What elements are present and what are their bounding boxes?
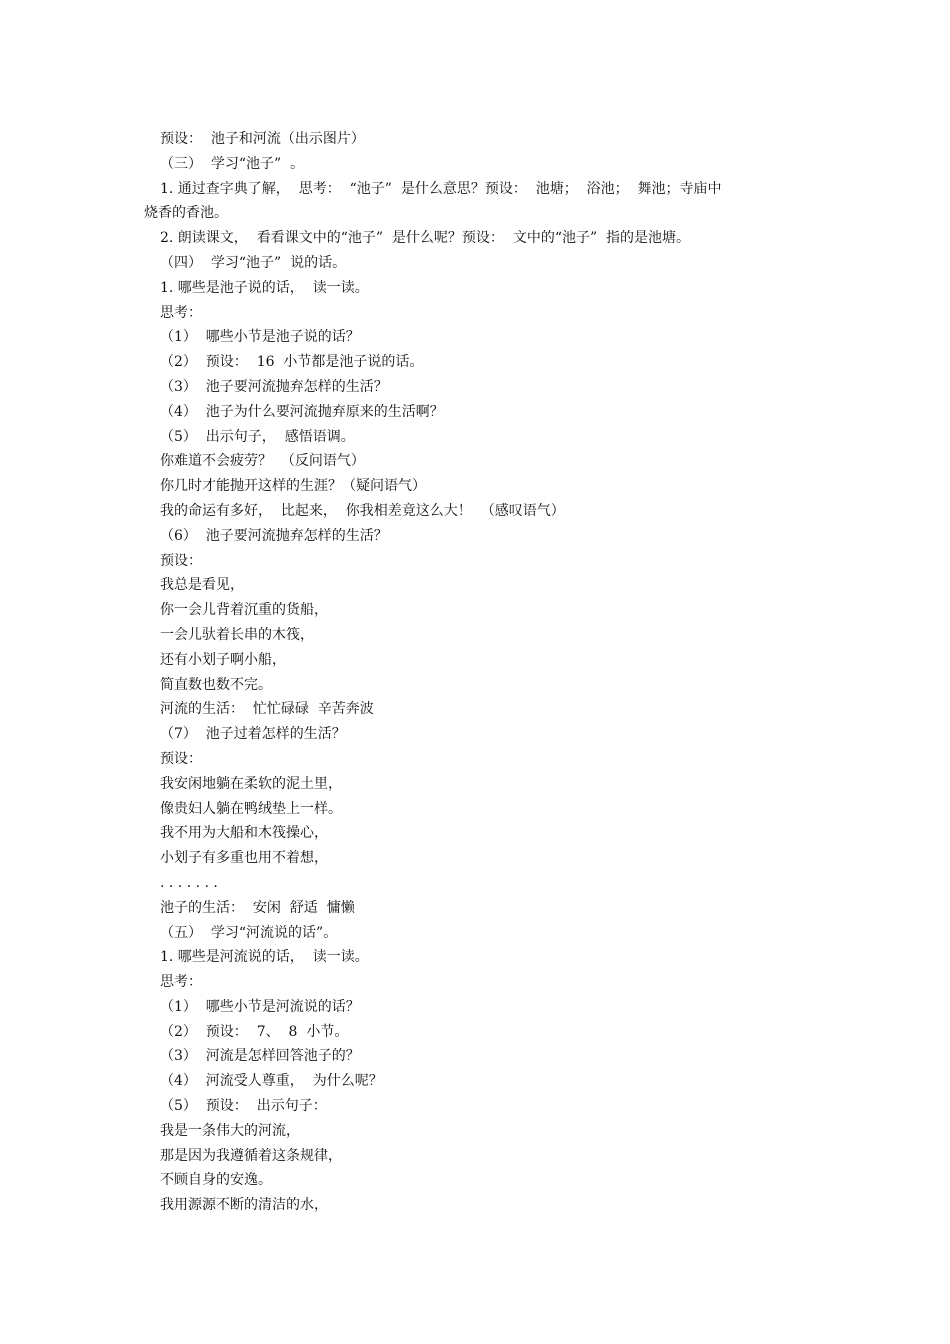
text-line: （四） 学习“池子” 说的话。 — [160, 254, 347, 271]
text-line: 1. 哪些是池子说的话， 读一读。 — [160, 279, 369, 296]
text-line: 你一会儿背着沉重的货船， — [160, 602, 328, 619]
text-line: 池子的生活： 安闲 舒适 慵懒 — [160, 899, 355, 916]
text-line: （7） 池子过着怎样的生活？ — [160, 726, 346, 743]
text-line: 河流的生活： 忙忙碌碌 辛苦奔波 — [160, 701, 374, 718]
text-line: （5） 预设： 出示句子： — [160, 1098, 327, 1115]
text-line: （2） 预设： 7、 8 小节。 — [160, 1023, 349, 1040]
text-line: （三） 学习“池子” 。 — [160, 155, 305, 172]
text-line: （2） 预设： 16 小节都是池子说的话。 — [160, 354, 424, 371]
text-line: （3） 池子要河流抛弃怎样的生活？ — [160, 378, 388, 395]
text-line: （3） 河流是怎样回答池子的？ — [160, 1048, 360, 1065]
text-line: 1. 通过查字典了解， 思考： “池子” 是什么意思？预设： 池塘； 浴池； 舞池；寺庙中 — [160, 180, 722, 197]
text-line: 预设： 池子和河流（出示图片） — [160, 131, 365, 147]
text-line: 我的命运有多好， 比起来， 你我相差竟这么大！ （感叹语气） — [160, 502, 565, 519]
text-line: 你几时才能抛开这样的生涯？（疑问语气） — [160, 478, 426, 495]
text-line: 一会儿驮着长串的木筏， — [160, 626, 314, 643]
text-line: 1. 哪些是河流说的话， 读一读。 — [160, 949, 369, 966]
text-line: 那是因为我遵循着这条规律， — [160, 1147, 342, 1164]
text-line: 我安闲地躺在柔软的泥土里， — [160, 775, 342, 792]
text-line: . . . . . . . — [160, 874, 218, 891]
text-line: 还有小划子啊小船， — [160, 651, 286, 668]
text-line: （6） 池子要河流抛弃怎样的生活？ — [160, 527, 388, 544]
text-line: 我用源源不断的清洁的水， — [160, 1197, 328, 1214]
text-line: 我总是看见， — [160, 577, 244, 594]
text-line: 我是一条伟大的河流， — [160, 1122, 300, 1139]
text-line: 小划子有多重也用不着想， — [160, 850, 328, 867]
text-line: 我不用为大船和木筏操心， — [160, 825, 328, 842]
text-line: （1） 哪些小节是河流说的话？ — [160, 998, 360, 1015]
text-line: 简直数也数不完。 — [160, 676, 272, 693]
text-line: （5） 出示句子， 感悟语调。 — [160, 428, 355, 445]
text-line: 思考： — [160, 974, 202, 991]
text-line: （4） 池子为什么要河流抛弃原来的生活啊？ — [160, 403, 444, 420]
text-line: 你难道不会疲劳？ （反问语气） — [160, 453, 365, 470]
text-line: 像贵妇人躺在鸭绒垫上一样。 — [160, 800, 342, 817]
document-body — [144, 127, 814, 1218]
text-line: 预设： — [160, 552, 202, 569]
text-line: 不顾自身的安逸。 — [160, 1172, 272, 1189]
text-line: 预设： — [160, 750, 202, 767]
text-line: （4） 河流受人尊重， 为什么呢？ — [160, 1073, 383, 1090]
text-line: （五） 学习“河流说的话”。 — [160, 924, 338, 941]
text-line: 2. 朗读课文， 看看课文中的“池子” 是什么呢？预设： 文中的“池子” 指的是池塘。 — [160, 230, 691, 247]
text-line: （1） 哪些小节是池子说的话？ — [160, 329, 360, 346]
text-line: 思考： — [160, 304, 202, 321]
text-line: 烧香的香池。 — [144, 205, 228, 222]
